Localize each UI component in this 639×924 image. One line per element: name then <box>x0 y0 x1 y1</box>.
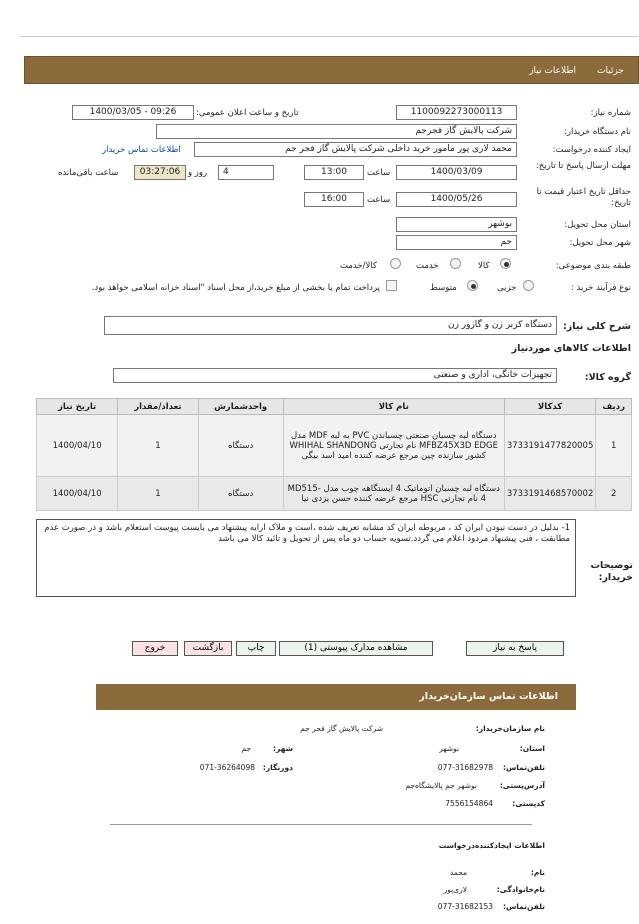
province-label: استان محل تحویل: <box>564 220 631 230</box>
validity-date-field: 1400/05/26 <box>396 192 517 207</box>
creator-phone-value: 077-31682153 <box>437 902 493 911</box>
tab-details[interactable]: جزئیات <box>597 66 624 76</box>
items-table-wrap <box>36 398 632 511</box>
days-label: روز و <box>188 168 208 178</box>
buyer-contact-link[interactable]: اطلاعات تماس خریدار <box>102 145 181 155</box>
phone-value: 077-31682978 <box>437 763 493 772</box>
cell-name: دستگاه لبه چسبان اتوماتیک 4 ایستگاهه چوب مدل MD515-4 نام تجارتی HSC مرجع عرضه کننده حسن یزدی نیا <box>283 477 504 511</box>
radio-partial-label: جزیی <box>497 283 517 293</box>
days-field: 4 <box>218 165 274 180</box>
cell-date: 1400/04/10 <box>37 477 118 511</box>
deadline-label: مهلت ارسال پاسخ تا تاریخ: <box>535 161 631 171</box>
col-name: نام کالا <box>283 399 504 415</box>
creator-phone-label: تلفن‌تماس: <box>502 902 545 911</box>
radio-goods-service-label: کالا/خدمت <box>340 261 377 271</box>
cell-unit: دستگاه <box>198 415 283 477</box>
cell-row: 2 <box>596 477 632 511</box>
cell-code: 3733191477820005 <box>504 415 596 477</box>
cell-name: دستگاه لبه چسبان صنعتی چسباندن PVC به لبه MDF مدل MFBZ45X3D EDGE نام تجارتی WHIHAL SHANDONG کشور سازنده چین مرجع عرضه کننده امید اسد بیگی <box>283 415 504 477</box>
exit-button[interactable]: خروج <box>132 641 178 656</box>
city-c-value: جم <box>241 744 251 753</box>
phone-label: تلفن‌تماس: <box>502 763 545 772</box>
radio-goods-label: کالا <box>478 261 490 271</box>
attachments-button[interactable]: مشاهده مدارک پیوستی (1) <box>279 641 433 656</box>
category-label: طبقه بندی موضوعی: <box>555 261 631 271</box>
creator-name-value: محمد <box>449 868 467 877</box>
deadline-date-field: 1400/03/09 <box>396 165 517 180</box>
radio-partial[interactable] <box>523 280 534 291</box>
process-label: نوع فرآیند خرید : <box>570 283 631 293</box>
fax-label: دورنگار: <box>262 763 293 772</box>
postal-label: کدپستی: <box>512 799 545 808</box>
desc-label: شرح کلی نیاز: <box>562 321 631 332</box>
province-c-value: بوشهر <box>439 744 459 753</box>
need-number-field: 1100092273000113 <box>396 105 517 120</box>
buyer-label: نام دستگاه خریدار: <box>564 127 631 137</box>
cell-qty: 1 <box>118 477 198 511</box>
reply-button[interactable]: پاسخ به نیاز <box>466 641 564 656</box>
contact-section-header <box>96 684 576 710</box>
payment-note: پرداخت تمام یا بخشی از مبلغ خرید،از محل اسناد "اسناد خزانه اسلامی خواهد بود. <box>91 283 380 293</box>
org-label: نام سازمان‌خریدار: <box>475 724 545 733</box>
group-label: گروه کالا: <box>584 372 631 383</box>
validity-label: حداقل تاریخ اعتبار قیمت تا تاریخ: <box>536 187 631 208</box>
tab-need-info[interactable]: اطلاعات نیاز <box>529 66 576 76</box>
contact-divider <box>110 824 532 825</box>
radio-medium[interactable] <box>467 280 478 291</box>
buyer-field: شرکت پالایش گاز فجرجم <box>156 124 517 139</box>
announce-label: تاریخ و ساعت اعلان عمومی: <box>196 108 299 118</box>
validity-time-label: ساعت <box>367 195 391 205</box>
page-header <box>24 56 639 84</box>
radio-goods-service[interactable] <box>390 258 401 269</box>
table-header-row <box>37 399 632 415</box>
address-label: آدرس‌پستی: <box>499 781 545 790</box>
radio-service[interactable] <box>450 258 461 269</box>
goods-section-title: اطلاعات کالاهای موردنیاز <box>511 343 631 354</box>
deadline-time-label: ساعت <box>367 168 391 178</box>
validity-time-field: 16:00 <box>304 192 364 207</box>
contact-title: اطلاعات تماس سازمان‌خریدار <box>419 691 558 702</box>
items-table <box>36 398 632 511</box>
radio-medium-label: متوسط <box>430 283 457 293</box>
creator-family-value: لاری‌پور <box>443 885 467 894</box>
group-field: تجهیزات خانگی، اداری و صنعتی <box>113 368 557 383</box>
cell-date: 1400/04/10 <box>37 415 118 477</box>
province-c-label: استان: <box>519 744 545 753</box>
col-row: ردیف <box>596 399 632 415</box>
radio-service-label: خدمت <box>416 261 439 271</box>
print-button[interactable]: چاپ <box>236 641 276 656</box>
col-code: کدکالا <box>504 399 596 415</box>
desc-field: دستگاه کربر زن و گازور زن <box>104 316 557 335</box>
buyer-notes-box: 1- بدلیل در دست نبودن ایران کد ، مربوطه ایران کد مشابه تعریف شده ،است و ملاک ارایه پیشنهاد می بایست پیوست استعلام باشد و در صورت عدم مطابقت ، فنی پیشنهاد مردود اعلام می گردد.تسویه حساب دو ماه پس از تحویل و تائید کالا می باشد <box>36 519 576 597</box>
creator-name-label: نام: <box>530 868 545 877</box>
remaining-field: 03:27:06 <box>134 165 186 180</box>
col-date: تاریخ نیاز <box>37 399 118 415</box>
buyer-notes-label: توضیحات خریدار: <box>590 560 633 583</box>
payment-checkbox[interactable] <box>386 280 397 291</box>
remaining-label: ساعت باقی‌مانده <box>58 168 119 178</box>
back-button[interactable]: بازگشت <box>184 641 232 656</box>
table-row <box>37 415 632 477</box>
address-value: بوشهر جم پالایشگاه‌جم <box>405 781 477 790</box>
announce-field: 1400/03/05 - 09:26 <box>72 105 194 120</box>
cell-code: 3733191468570002 <box>504 477 596 511</box>
top-divider <box>20 36 638 37</box>
cell-qty: 1 <box>118 415 198 477</box>
city-field: جم <box>396 235 517 250</box>
province-field: بوشهر <box>396 217 517 232</box>
org-value: شرکت پالایش گاز فجر جم <box>300 724 383 733</box>
col-qty: تعداد/مقدار <box>118 399 198 415</box>
cell-row: 1 <box>596 415 632 477</box>
fax-value: 071-36264098 <box>199 763 255 772</box>
creator-section-title: اطلاعات ایجادکننده‌درخواست <box>438 841 545 850</box>
creator-family-label: نام‌خانوادگی: <box>496 885 545 894</box>
need-number-label: شماره نیاز: <box>590 108 631 118</box>
deadline-time-field: 13:00 <box>304 165 364 180</box>
city-c-label: شهر: <box>273 744 293 753</box>
creator-field: محمد لاری پور مامور خرید داخلی شرکت پالایش گاز فجر جم <box>194 142 517 157</box>
cell-unit: دستگاه <box>198 477 283 511</box>
col-unit: واحدشمارش <box>198 399 283 415</box>
postal-value: 7556154864 <box>445 799 493 808</box>
creator-label: ایجاد کننده درخواست: <box>552 145 631 155</box>
radio-goods[interactable] <box>500 258 511 269</box>
table-row <box>37 477 632 511</box>
city-label: شهر محل تحویل: <box>569 238 631 248</box>
